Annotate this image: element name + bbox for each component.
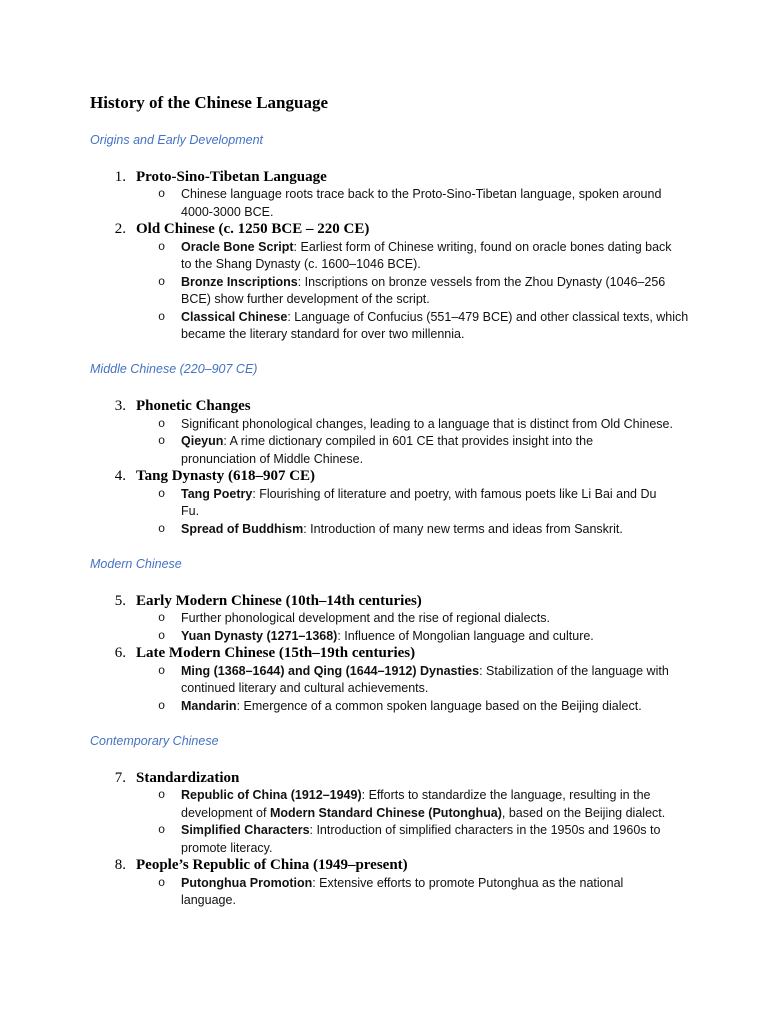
- text-line: [181, 186, 768, 204]
- numbered-list-item: [0, 468, 768, 538]
- bold-term: Bronze Inscriptions: [181, 274, 298, 289]
- list-item-number: 1.: [114, 168, 126, 185]
- bullet-marker: o: [158, 698, 166, 713]
- list-item-heading: [0, 398, 768, 416]
- bullet-list: [0, 663, 768, 716]
- document-section: [0, 556, 768, 716]
- list-item-heading: [0, 468, 768, 486]
- list-item-title: Old Chinese (c. 1250 BCE – 220 CE): [136, 221, 370, 237]
- text-line: [181, 805, 768, 823]
- bullet-text: [181, 521, 768, 539]
- bold-term: Ming (1368–1644) and Qing (1644–1912) Dynasties: [181, 663, 480, 678]
- numbered-list: [0, 398, 768, 538]
- text-run: : Introduction of many new terms and ideas from Sanskrit.: [303, 521, 623, 536]
- bullet-text: [181, 628, 768, 646]
- text-line: [181, 787, 768, 805]
- document-title: History of the Chinese Language: [90, 93, 328, 112]
- bullet-text: [181, 663, 768, 698]
- list-item-title: Standardization: [136, 769, 240, 786]
- text-line: [181, 610, 768, 628]
- document-section: [0, 361, 768, 538]
- bullet-text: [181, 239, 768, 274]
- bullet-marker: o: [158, 875, 166, 890]
- text-line: [181, 680, 768, 698]
- text-line: [181, 503, 768, 521]
- bullet-list: [0, 610, 768, 645]
- list-item-title: Early Modern Chinese (10th–14th centuries): [136, 592, 422, 609]
- bullet-item: [0, 698, 768, 716]
- text-run: : Emergence of a common spoken language based on the Beijing dialect.: [236, 698, 642, 713]
- list-item-heading: [0, 593, 768, 611]
- bold-term: Modern Standard Chinese (Putonghua): [269, 805, 502, 820]
- bullet-item: [0, 274, 768, 309]
- list-item-number: 4.: [114, 468, 126, 484]
- bold-term: Putonghua Promotion: [181, 875, 313, 890]
- bullet-item: [0, 433, 768, 468]
- bullet-text: [181, 186, 768, 221]
- list-item-number: 6.: [114, 645, 126, 661]
- numbered-list-item: [0, 398, 768, 468]
- bullet-text: [181, 433, 768, 468]
- bullet-marker: o: [158, 486, 166, 501]
- list-item-number: 3.: [114, 398, 126, 414]
- numbered-list: [0, 169, 768, 344]
- text-line: [181, 204, 768, 222]
- list-item-number: 8.: [114, 857, 126, 873]
- bold-term: Mandarin: [181, 698, 237, 713]
- text-line: [181, 822, 768, 840]
- bullet-marker: o: [158, 663, 166, 678]
- text-line: [181, 892, 768, 910]
- section-heading: Middle Chinese (220–907 CE): [90, 362, 258, 376]
- text-run: Significant phonological changes, leading to a language that is distinct from Old Chinese.: [181, 416, 673, 431]
- bold-term: Spread of Buddhism: [181, 521, 304, 536]
- bullet-marker: o: [158, 274, 166, 289]
- list-item-heading: [0, 770, 768, 788]
- text-run: language.: [181, 893, 236, 907]
- section-heading: Modern Chinese: [90, 556, 182, 571]
- bullet-list: [0, 186, 768, 221]
- text-run: Further phonological development and the rise of regional dialects.: [181, 611, 550, 625]
- section-heading: Origins and Early Development: [90, 132, 263, 147]
- numbered-list-item: [0, 169, 768, 222]
- bullet-text: [181, 787, 768, 822]
- bullet-item: [0, 239, 768, 274]
- list-item-heading: [0, 857, 768, 875]
- bullet-item: [0, 486, 768, 521]
- text-line: [181, 256, 768, 274]
- bullet-text: [181, 416, 768, 434]
- text-line: [181, 698, 768, 716]
- numbered-list-item: [0, 645, 768, 715]
- bold-term: Simplified Characters: [181, 823, 310, 837]
- text-run: 4000-3000 BCE.: [181, 204, 274, 219]
- bullet-text: [181, 822, 768, 857]
- text-line: [181, 416, 768, 434]
- text-run: to the Shang Dynasty (c. 1600–1046 BCE).: [181, 257, 421, 271]
- text-line: [181, 628, 768, 646]
- text-line: [181, 486, 768, 504]
- document-section: [0, 132, 768, 344]
- bullet-item: [0, 186, 768, 221]
- bullet-marker: o: [158, 416, 166, 431]
- text-line: [181, 274, 768, 292]
- text-run: : A rime dictionary compiled in 601 CE that provides insight into the: [223, 434, 594, 448]
- bullet-item: [0, 787, 768, 822]
- text-run: BCE) show further development of the script.: [181, 292, 430, 306]
- bullet-marker: o: [158, 628, 166, 643]
- text-line: [181, 840, 768, 858]
- list-item-title: Phonetic Changes: [136, 398, 251, 414]
- bullet-marker: o: [158, 521, 166, 536]
- text-line: [181, 875, 768, 893]
- text-run: development of: [181, 805, 270, 820]
- bold-term: Qieyun: [181, 434, 224, 448]
- list-item-number: 5.: [114, 592, 126, 609]
- section-heading: Contemporary Chinese: [90, 733, 219, 748]
- text-run: continued literary and cultural achievements.: [181, 681, 429, 695]
- document-body: [0, 114, 768, 910]
- list-item-heading: [0, 645, 768, 663]
- list-item-number: 2.: [114, 221, 126, 237]
- bold-term: Republic of China (1912–1949): [181, 788, 362, 802]
- text-run: : Stabilization of the language with: [479, 663, 669, 678]
- bullet-text: [181, 698, 768, 716]
- bullet-item: [0, 822, 768, 857]
- list-item-title: Tang Dynasty (618–907 CE): [136, 468, 316, 484]
- numbered-list-item: [0, 593, 768, 646]
- bullet-item: [0, 628, 768, 646]
- text-run: : Earliest form of Chinese writing, found on oracle bones dating back: [293, 239, 672, 254]
- text-line: [181, 433, 768, 451]
- text-line: [181, 521, 768, 539]
- bullet-item: [0, 875, 768, 910]
- bullet-marker: o: [158, 434, 166, 448]
- text-run: pronunciation of Middle Chinese.: [181, 451, 364, 466]
- text-run: : Influence of Mongolian language and culture.: [337, 628, 594, 643]
- list-item-title: Proto-Sino-Tibetan Language: [136, 168, 327, 185]
- bold-term: Tang Poetry: [181, 486, 253, 501]
- bullet-marker: o: [158, 823, 166, 837]
- bullet-item: [0, 521, 768, 539]
- text-line: [181, 326, 768, 344]
- bullet-text: [181, 875, 768, 910]
- list-item-title: Late Modern Chinese (15th–19th centuries): [136, 645, 416, 661]
- bullet-item: [0, 309, 768, 344]
- text-run: became the literary standard for over two millennia.: [181, 327, 465, 341]
- bullet-marker: o: [158, 187, 166, 201]
- text-run: : Extensive efforts to promote Putonghua as the national: [312, 875, 624, 890]
- text-run: : Inscriptions on bronze vessels from the Zhou Dynasty (1046–256: [297, 274, 666, 289]
- text-run: Chinese language roots trace back to the Proto-Sino-Tibetan language, spoken around: [181, 187, 662, 201]
- bullet-text: [181, 309, 768, 344]
- bullet-item: [0, 663, 768, 698]
- numbered-list: [0, 593, 768, 716]
- list-item-heading: [0, 169, 768, 187]
- document-section: [0, 733, 768, 910]
- numbered-list-item: [0, 221, 768, 344]
- text-line: [181, 663, 768, 681]
- bold-term: Oracle Bone Script: [181, 239, 294, 254]
- bullet-marker: o: [158, 611, 166, 625]
- numbered-list-item: [0, 857, 768, 910]
- bold-term: Classical Chinese: [181, 309, 288, 324]
- bullet-text: [181, 274, 768, 309]
- bullet-marker: o: [158, 239, 166, 254]
- list-item-title: People’s Republic of China (1949–present): [136, 857, 408, 873]
- bullet-marker: o: [158, 788, 166, 802]
- list-item-number: 7.: [114, 769, 126, 786]
- text-run: : Introduction of simplified characters in the 1950s and 1960s to: [309, 823, 661, 837]
- bullet-list: [0, 787, 768, 857]
- bold-term: Yuan Dynasty (1271–1368): [181, 628, 338, 643]
- text-line: [181, 291, 768, 309]
- text-run: promote literacy.: [181, 840, 273, 855]
- text-run: : Flourishing of literature and poetry, with famous poets like Li Bai and Du: [252, 486, 657, 501]
- text-line: [181, 451, 768, 469]
- bullet-text: [181, 610, 768, 628]
- bullet-marker: o: [158, 309, 166, 324]
- text-run: : Efforts to standardize the language, resulting in the: [361, 788, 651, 802]
- bullet-item: [0, 610, 768, 628]
- bullet-list: [0, 239, 768, 344]
- text-line: [181, 309, 768, 327]
- list-item-heading: [0, 221, 768, 239]
- numbered-list: [0, 770, 768, 910]
- text-run: , based on the Beijing dialect.: [501, 805, 666, 820]
- bullet-list: [0, 416, 768, 469]
- bullet-list: [0, 875, 768, 910]
- numbered-list-item: [0, 770, 768, 858]
- bullet-list: [0, 486, 768, 539]
- text-run: Fu.: [181, 504, 200, 518]
- bullet-item: [0, 416, 768, 434]
- text-run: : Language of Confucius (551–479 BCE) and other classical texts, which: [287, 309, 689, 324]
- text-line: [181, 239, 768, 257]
- bullet-text: [181, 486, 768, 521]
